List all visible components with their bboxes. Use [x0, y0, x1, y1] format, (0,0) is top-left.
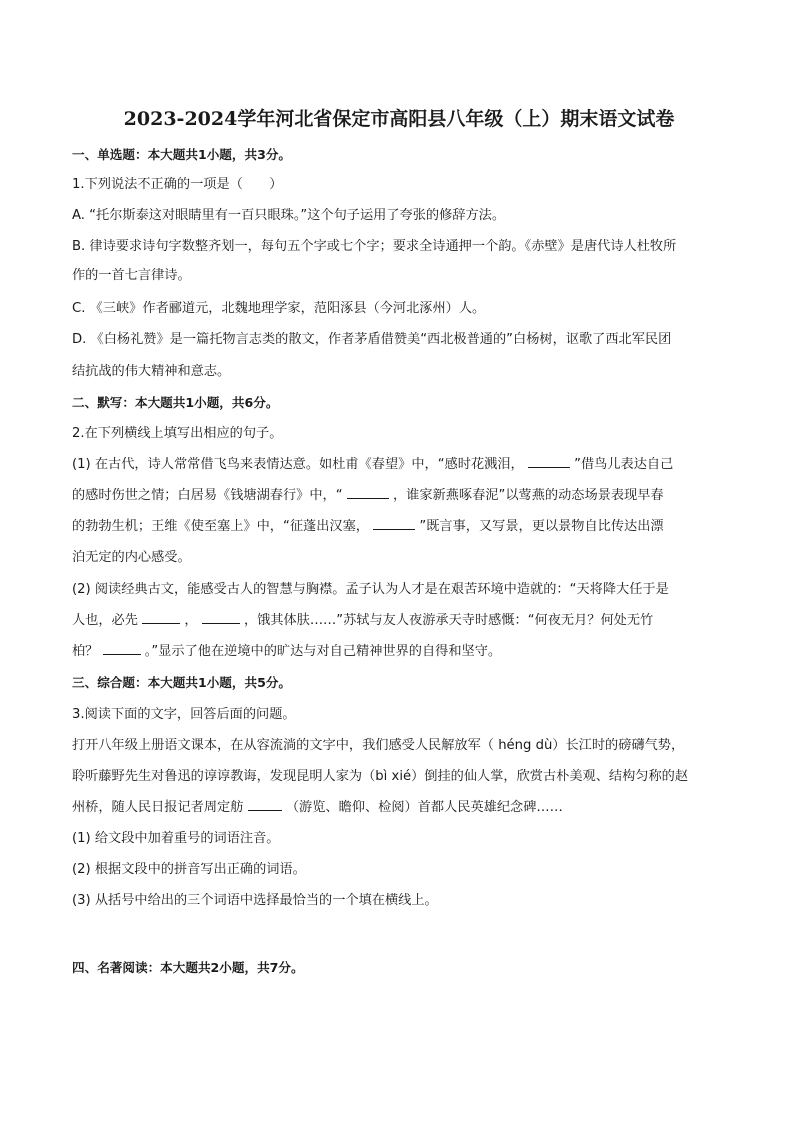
- fill-blank: [142, 611, 180, 624]
- section-3-heading: 三、综合题：本大题共1小题，共5分。: [72, 675, 292, 690]
- question-2-stem: 2.在下列横线上填写出相应的句子。: [72, 426, 283, 441]
- question-2-part-2-line-1: (2) 阅读经典古文，能感受古人的智慧与胸襟。孟子认为人才是在艰苦环境中造就的：“天将降大任于是: [72, 582, 669, 597]
- text: ，谁家新燕啄春泥”以莺燕的动态场景表现早春: [393, 488, 664, 503]
- fill-blank: [202, 611, 240, 624]
- section-4-heading: 四、名著阅读：本大题共2小题，共7分。: [72, 960, 304, 975]
- question-3-stem: 3.阅读下面的文字，回答后面的问题。: [72, 707, 296, 722]
- section-1-heading: 一、单选题：本大题共1小题，共3分。: [72, 147, 292, 162]
- question-2-part-1-line-1: [72, 455, 673, 475]
- text: 的感时伤世之情；白居易《钱塘湖春行》中，“: [72, 488, 343, 503]
- sub-question-3: (3) 从括号中给出的三个词语中选择最恰当的一个填在横线上。: [72, 893, 438, 908]
- passage-line-1: 打开八年级上册语文课本，在从容流淌的文字中，我们感受人民解放军（ héng dù）长江时的磅礴气势，: [72, 738, 685, 753]
- option-d-line-2: 结抗战的伟大精神和意志。: [72, 364, 231, 379]
- option-a: A. “托尔斯泰这对眼睛里有一百只眼珠。”这个句子运用了夸张的修辞方法。: [72, 208, 506, 223]
- text: 州桥，随人民日报记者周定舫: [72, 800, 244, 815]
- passage-line-2: 聆听藤野先生对鲁迅的谆谆教诲，发现昆明人家为（bì xié）倒挂的仙人掌，欣赏古朴美观、结构匀称的赵: [72, 769, 689, 784]
- fill-blank: [347, 486, 389, 499]
- question-2-part-2-line-2: [72, 611, 653, 631]
- fill-blank: [373, 517, 415, 530]
- question-2-part-1-line-4: 泊无定的内心感受。: [72, 550, 191, 565]
- text: ，: [184, 613, 198, 628]
- option-b-line-1: B. 律诗要求诗句字数整齐划一，每句五个字或七个字；要求全诗通押一个韵。《赤壁》是唐代诗人杜牧所: [72, 239, 677, 254]
- section-2-heading: 二、默写：本大题共1小题，共6分。: [72, 395, 279, 410]
- text: 柏？: [72, 644, 99, 659]
- text: 。”显示了他在逆境中的旷达与对自己精神世界的自得和坚守。: [144, 644, 502, 659]
- fill-blank: [528, 455, 570, 468]
- fill-blank: [103, 642, 141, 655]
- question-2-part-2-line-3: [72, 642, 501, 662]
- option-b-line-2: 作的一首七言律诗。: [72, 268, 191, 283]
- option-d-line-1: D. 《白杨礼赞》是一篇托物言志类的散文，作者茅盾借赞美“西北极普通的”白杨树，讴歌了西北军民团: [72, 332, 672, 347]
- text: ，饿其体肤……”苏轼与友人夜游承天寺时感慨：“何夜无月？何处无竹: [243, 613, 654, 628]
- text: ”既言事，又写景，更以景物自比传达出漂: [419, 519, 664, 534]
- question-1-stem: 1.下列说法不正确的一项是（ ）: [72, 177, 283, 192]
- question-2-part-1-line-2: [72, 486, 664, 506]
- sub-question-2: (2) 根据文段中的拼音写出正确的词语。: [72, 862, 306, 877]
- fill-blank: [248, 798, 282, 811]
- page-title: 2023-2024学年河北省保定市高阳县八年级（上）期末语文试卷: [123, 108, 675, 130]
- text: 的勃勃生机；王维《使至塞上》中，“征蓬出汉塞，: [72, 519, 369, 534]
- text: 人也，必先: [72, 613, 138, 628]
- text: (1) 在古代，诗人常常借飞鸟来表情达意。如杜甫《春望》中，“感时花溅泪，: [72, 457, 524, 472]
- passage-line-3: [72, 798, 563, 818]
- sub-question-1: (1) 给文段中加着重号的词语注音。: [72, 831, 280, 846]
- text: ”借鸟儿表达自己: [574, 457, 674, 472]
- option-c: C. 《三峡》作者郦道元，北魏地理学家，范阳涿县（今河北涿州）人。: [72, 301, 486, 316]
- text: （游览、瞻仰、检阅）首都人民英雄纪念碑……: [285, 800, 563, 815]
- question-2-part-1-line-3: [72, 517, 664, 537]
